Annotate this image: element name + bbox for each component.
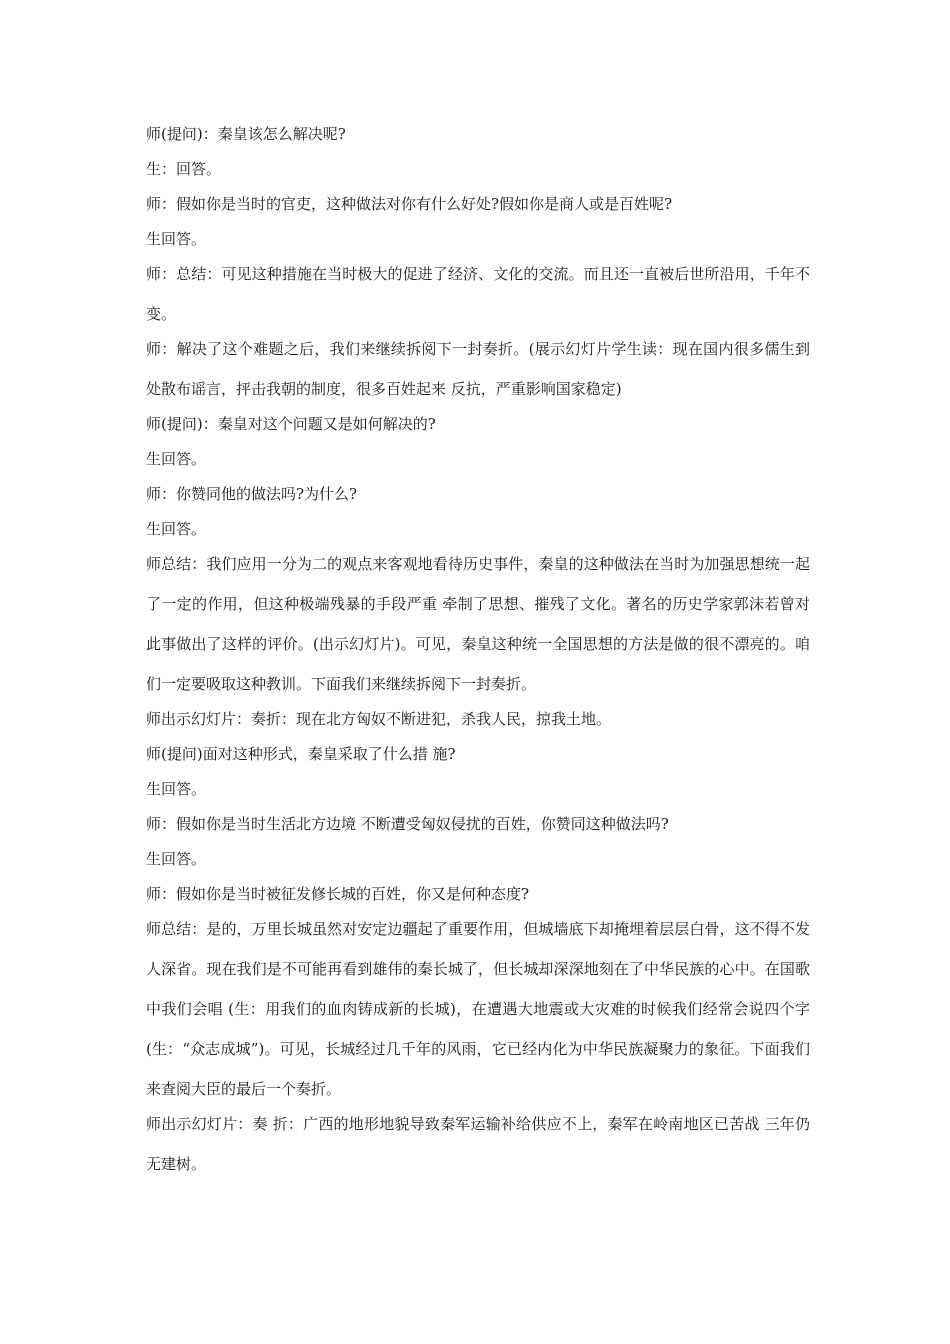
paragraph-teacher-slide-3: 师出示幻灯片：奏 折：广西的地形地貌导致秦军运输补给供应不上，秦军在岭南地区已苦战 三年仍无建树。 <box>146 1115 810 1173</box>
paragraph-student-answer-6: 生回答。 <box>146 850 207 868</box>
paragraph-teacher-summary-2: 师总结：我们应用一分为二的观点来客观地看待历史事件，秦皇的这种做法在当时为加强思想统一起了一定的作用，但这种极端残暴的手段严重 牵制了思想、摧残了文化。著名的历史学家郭沫若曾对此事做出了这样的评价。(出示幻灯片)。可见，秦皇这种统一全国思想的方法是做的很不漂亮的。咱们一定要吸取这种教训。下面我们来继续拆阅下一封奏折。 <box>146 555 810 693</box>
paragraph-teacher-summary-1: 师：总结：可见这种措施在当时极大的促进了经济、文化的交流。而且还一直被后世所沿用，千年不变。 <box>146 265 810 323</box>
paragraph-student-answer-5: 生回答。 <box>146 780 207 798</box>
paragraph-teacher-summary-3: 师总结：是的，万里长城虽然对安定边疆起了重要作用，但城墙底下却掩埋着层层白骨，这不得不发人深省。现在我们是不可能再看到雄伟的秦长城了，但长城却深深地刻在了中华民族的心中。在国歌中我们会唱 (生：用我们的血肉铸成新的长城)，在遭遇大地震或大灾难的时候我们经常会说四个字(生：“众志成城”)。可见，长城经过几千年的风雨，它已经内化为中华民族凝聚力的象征。下面我们来查阅大臣的最后一个奏折。 <box>146 920 810 1098</box>
paragraph-student-answer-3: 生回答。 <box>146 450 207 468</box>
paragraph-student-answer-2: 生回答。 <box>146 230 207 248</box>
paragraph-teacher-question-3: 师(提问)：秦皇对这个问题又是如何解决的? <box>146 415 436 433</box>
paragraph-teacher-question-7: 师：假如你是当时被征发修长城的百姓，你又是何种态度? <box>146 885 530 903</box>
document-body <box>146 123 810 1188</box>
paragraph-student-answer-1: 生：回答。 <box>146 160 222 178</box>
paragraph-teacher-question-2: 师：假如你是当时的官吏，这种做法对你有什么好处?假如你是商人或是百姓呢? <box>146 195 673 213</box>
paragraph-teacher-question-5: 师(提问)面对这种形式，秦皇采取了什么措 施? <box>146 745 456 763</box>
paragraph-teacher-question-4: 师：你赞同他的做法吗?为什么? <box>146 485 358 503</box>
paragraph-teacher-slide-1: 师：解决了这个难题之后，我们来继续拆阅下一封奏折。(展示幻灯片学生读：现在国内很多儒生到处散布谣言，抨击我朝的制度，很多百姓起来 反抗，严重影响国家稳定) <box>146 340 810 398</box>
paragraph-student-answer-4: 生回答。 <box>146 520 207 538</box>
paragraph-teacher-slide-2: 师出示幻灯片：奏折：现在北方匈奴不断进犯，杀我人民，掠我土地。 <box>146 710 612 728</box>
paragraph-teacher-question-1: 师(提问)：秦皇该怎么解决呢? <box>146 125 346 143</box>
paragraph-teacher-question-6: 师：假如你是当时生活北方边境 不断遭受匈奴侵扰的百姓，你赞同这种做法吗? <box>146 815 669 833</box>
